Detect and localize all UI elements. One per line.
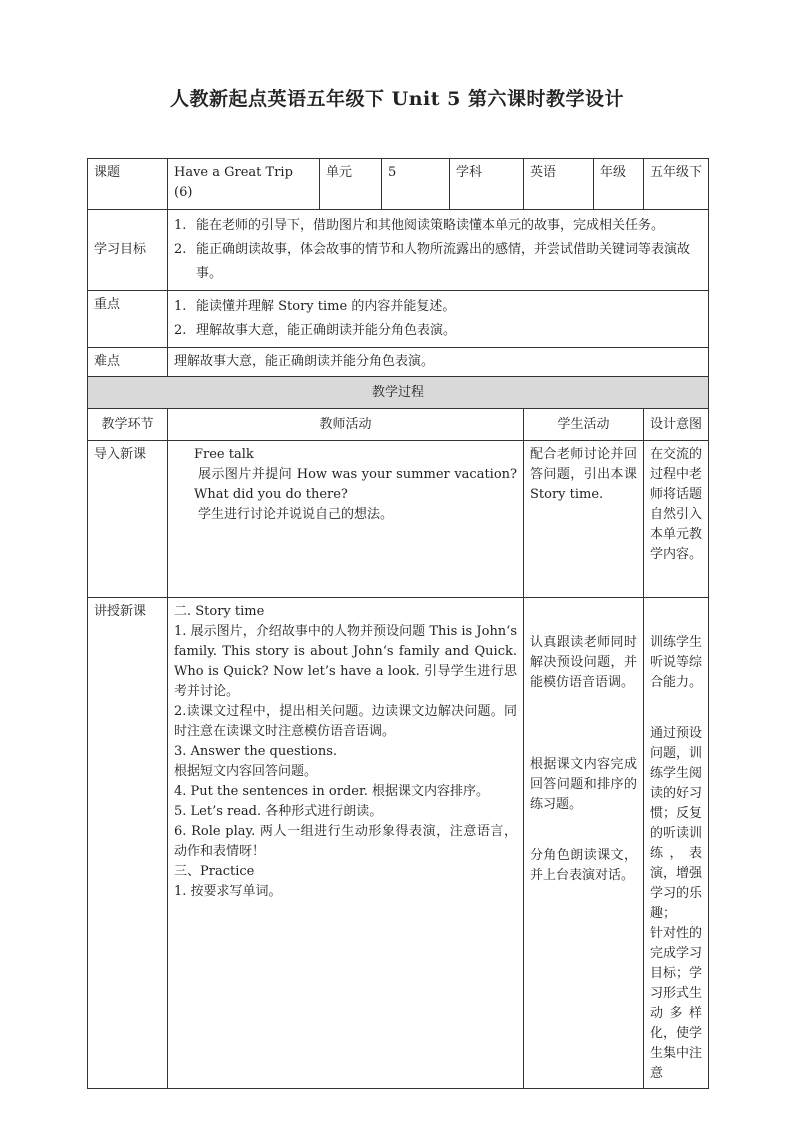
new-teacher-line: 三、Practice <box>174 864 255 879</box>
difficulties-text: 理解故事大意，能正确朗读并能分角色表演。 <box>168 348 709 377</box>
subject-value: 英语 <box>524 159 594 210</box>
page-title: 人教新起点英语五年级下 Unit 5 第六课时教学设计 <box>170 88 624 110</box>
column-header-intent: 设计意图 <box>644 409 709 441</box>
new-teacher-line: 6. Role play. 两人一组进行生动形象得表演，注意语言，动作和表情呀！ <box>174 824 517 859</box>
objective-item <box>174 214 702 238</box>
difficulties-label: 难点 <box>88 348 168 377</box>
new-student <box>524 598 644 1089</box>
new-intent-block: 针对性的完成学习目标；学习形式生动多样化，使学生集中注意 <box>650 926 703 1081</box>
key-point-num: 2. <box>174 323 187 338</box>
key-point-text: 能读懂并理解 Story time 的内容并能复述。 <box>196 299 456 314</box>
lesson-plan-table <box>87 158 709 1089</box>
new-teacher-line: 1. 按要求写单词。 <box>174 884 282 899</box>
new-teacher-line: 5. Let’s read. 各种形式进行朗读。 <box>174 804 383 819</box>
info-row <box>88 159 709 210</box>
objective-num: 1. <box>174 218 187 233</box>
topic-value: Have a Great Trip (6) <box>168 159 320 210</box>
key-points-content <box>168 291 709 348</box>
new-teacher-line: 二. Story time <box>174 604 265 619</box>
intro-intent: 在交流的过程中老师将话题自然引入本单元教学内容。 <box>644 441 709 598</box>
subject-label: 学科 <box>450 159 524 210</box>
intro-teacher-line: Free talk <box>194 447 254 462</box>
new-student-block: 认真跟读老师同时解决预设问题，并能模仿语音语调。 <box>530 635 637 690</box>
key-point-num: 1. <box>174 299 187 314</box>
grade-value: 五年级下 <box>644 159 709 210</box>
process-header: 教学过程 <box>88 377 709 409</box>
process-header-row <box>88 377 709 409</box>
unit-value: 5 <box>382 159 450 210</box>
intro-row <box>88 441 709 598</box>
grade-label: 年级 <box>594 159 644 210</box>
unit-label: 单元 <box>320 159 382 210</box>
new-student-block: 根据课文内容完成回答问题和排序的练习题。 <box>530 757 637 812</box>
new-teacher-line: 3. Answer the questions. <box>174 744 338 759</box>
objective-item <box>174 238 702 286</box>
intro-teacher-line: 展示图片并提问 How was your summer vacation? What did you do there? <box>194 467 517 502</box>
intro-stage: 导入新课 <box>88 441 168 598</box>
new-student-block: 分角色朗读课文，并上台表演对话。 <box>530 848 637 883</box>
objectives-row <box>88 210 709 291</box>
objective-text: 能正确朗读故事，体会故事的情节和人物所流露出的感情，并尝试借助关键词等表演故事。 <box>196 242 691 281</box>
new-teacher-line: 2.读课文过程中，提出相关问题。边读课文边解决问题。同时注意在读课文时注意模仿语音语调。 <box>174 704 517 739</box>
new-intent-block: 训练学生听说等综合能力。 <box>650 635 703 690</box>
topic-label: 课题 <box>88 159 168 210</box>
new-intent <box>644 598 709 1089</box>
key-points-label: 重点 <box>88 291 168 348</box>
new-teacher-line: 根据短文内容回答问题。 <box>174 764 318 779</box>
new-intent-block: 通过预设问题，训练学生阅读的好习惯；反复的听读训练，表演，增强学习的乐趣； <box>650 726 703 921</box>
objectives-content <box>168 210 709 291</box>
new-teacher-line: 1. 展示图片，介绍故事中的人物并预设问题 This is John‘s family. This story is about John‘s family and Quick. Who is Quick? Now let’s have a look. 引导学生进行思考并讨论。 <box>174 624 517 699</box>
intro-teacher <box>168 441 524 598</box>
column-header-stage: 教学环节 <box>88 409 168 441</box>
key-point-item <box>174 295 702 319</box>
key-point-item <box>174 319 702 343</box>
column-header-teacher: 教师活动 <box>168 409 524 441</box>
difficulties-row <box>88 348 709 377</box>
new-lesson-row <box>88 598 709 1089</box>
intro-student: 配合老师讨论并回答问题，引出本课 Story time. <box>524 441 644 598</box>
objectives-label: 学习目标 <box>88 210 168 291</box>
process-columns-row <box>88 409 709 441</box>
new-stage: 讲授新课 <box>88 598 168 1089</box>
new-teacher <box>168 598 524 1089</box>
column-header-student: 学生活动 <box>524 409 644 441</box>
intro-teacher-line: 学生进行讨论并说说自己的想法。 <box>198 507 394 522</box>
objective-text: 能在老师的引导下，借助图片和其他阅读策略读懂本单元的故事，完成相关任务。 <box>196 218 665 233</box>
objective-num: 2. <box>174 242 187 257</box>
key-point-text: 理解故事大意，能正确朗读并能分角色表演。 <box>196 323 457 338</box>
key-points-row <box>88 291 709 348</box>
new-teacher-line: 4. Put the sentences in order. 根据课文内容排序。 <box>174 784 490 799</box>
